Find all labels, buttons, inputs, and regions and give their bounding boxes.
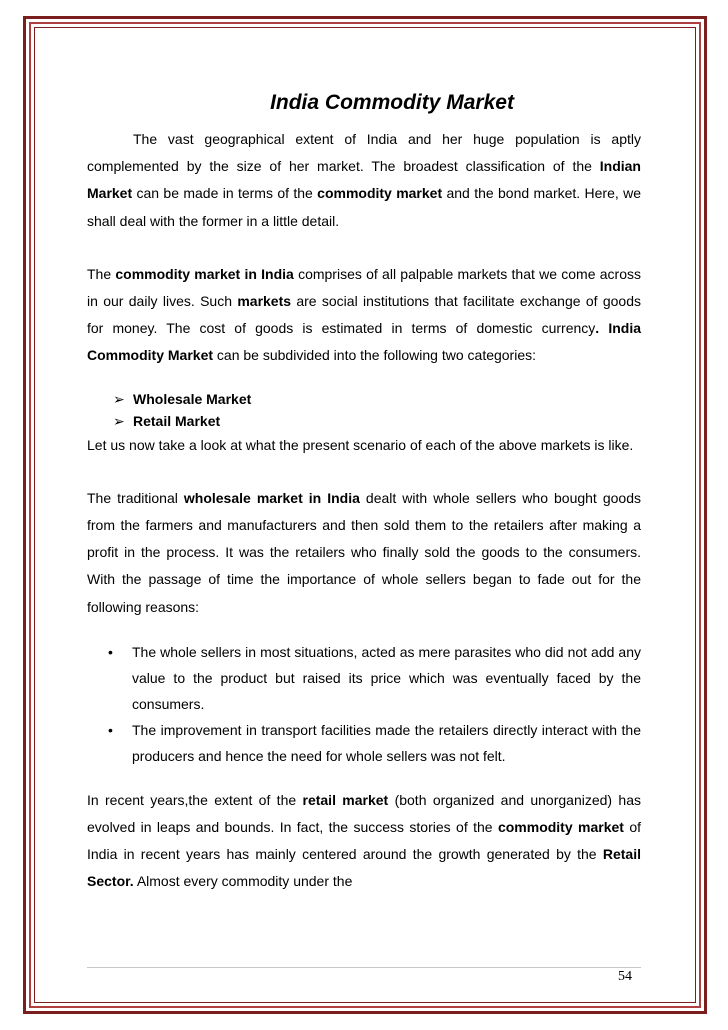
bold-term: Indian Market bbox=[87, 158, 641, 202]
arrow-bullet-icon: ➢ bbox=[113, 412, 125, 429]
paragraph-wholesale bbox=[87, 485, 641, 621]
paragraph-scenario: Let us now take a look at what the present scenario of each of the above markets is like. bbox=[87, 436, 634, 453]
category-list bbox=[87, 388, 641, 432]
bold-term: wholesale market in India bbox=[183, 489, 360, 506]
reasons-list bbox=[87, 639, 641, 769]
list-item bbox=[108, 717, 641, 769]
text-run: comprises of all palpable markets that we come across in our daily lives. Such bbox=[87, 265, 641, 310]
bold-term: retail market bbox=[302, 791, 389, 808]
bullet-icon: • bbox=[108, 721, 113, 738]
text-run: of India in recent years has mainly centered around the growth generated by the bbox=[87, 819, 641, 863]
list-item bbox=[113, 388, 641, 410]
text-run: can be made in terms of the bbox=[132, 185, 318, 202]
list-item-label: Wholesale Market bbox=[133, 390, 252, 407]
text-run: In recent years,the extent of the bbox=[87, 791, 303, 808]
arrow-bullet-icon: ➢ bbox=[113, 390, 125, 407]
text-run: The traditional bbox=[87, 489, 184, 506]
text-run: Almost every commodity under the bbox=[133, 873, 353, 890]
paragraph-commodity-market bbox=[87, 261, 641, 370]
bold-term: commodity market in India bbox=[115, 265, 294, 282]
bold-term: commodity market bbox=[317, 185, 443, 202]
footer-divider bbox=[87, 967, 641, 968]
text-run: The bbox=[87, 265, 116, 282]
text-run: The vast geographical extent of India and her huge population is aptly complemented by the size of her market. The broadest classification of the bbox=[87, 131, 641, 175]
bold-term: commodity market bbox=[497, 819, 624, 836]
page-title: India Commodity Market bbox=[270, 91, 514, 114]
page-number: 54 bbox=[618, 969, 632, 984]
list-item-text: The improvement in transport facilities made the retailers directly interact with the producers and hence the need for whole sellers was not felt. bbox=[132, 721, 641, 764]
list-item-text: The whole sellers in most situations, acted as mere parasites who did not add any value to the product but raised its price which was eventually faced by the consumers. bbox=[132, 643, 641, 712]
paragraph-intro bbox=[87, 126, 641, 235]
text-run: and the bond market. Here, we shall deal with the former in a little detail. bbox=[87, 185, 642, 229]
text-run: can be subdivided into the following two categories: bbox=[213, 347, 537, 364]
list-item-label: Retail Market bbox=[133, 412, 221, 429]
text-run: are social institutions that facilitate exchange of goods for money. The cost of goods is estimated in terms of domestic currency bbox=[87, 293, 641, 337]
text-run: dealt with whole sellers who bought goods from the farmers and manufacturers and then sold them to the retailers after making a profit in the process. It was the retailers who finally sold the goods to the consumers. With the passage of time the importance of whole sellers began to fade out for the following reasons: bbox=[87, 489, 641, 615]
bold-term: . bbox=[595, 320, 600, 337]
paragraph-retail bbox=[87, 787, 641, 896]
bold-term: India Commodity Market bbox=[87, 320, 641, 364]
bold-term: markets bbox=[237, 293, 292, 310]
document-body bbox=[87, 88, 641, 896]
list-item bbox=[108, 639, 641, 717]
bullet-icon: • bbox=[108, 643, 113, 660]
list-item bbox=[113, 410, 641, 432]
bold-term: Retail Sector. bbox=[87, 846, 641, 890]
text-run: (both organized and unorganized) has evolved in leaps and bounds. In fact, the success stories of the bbox=[87, 791, 641, 836]
